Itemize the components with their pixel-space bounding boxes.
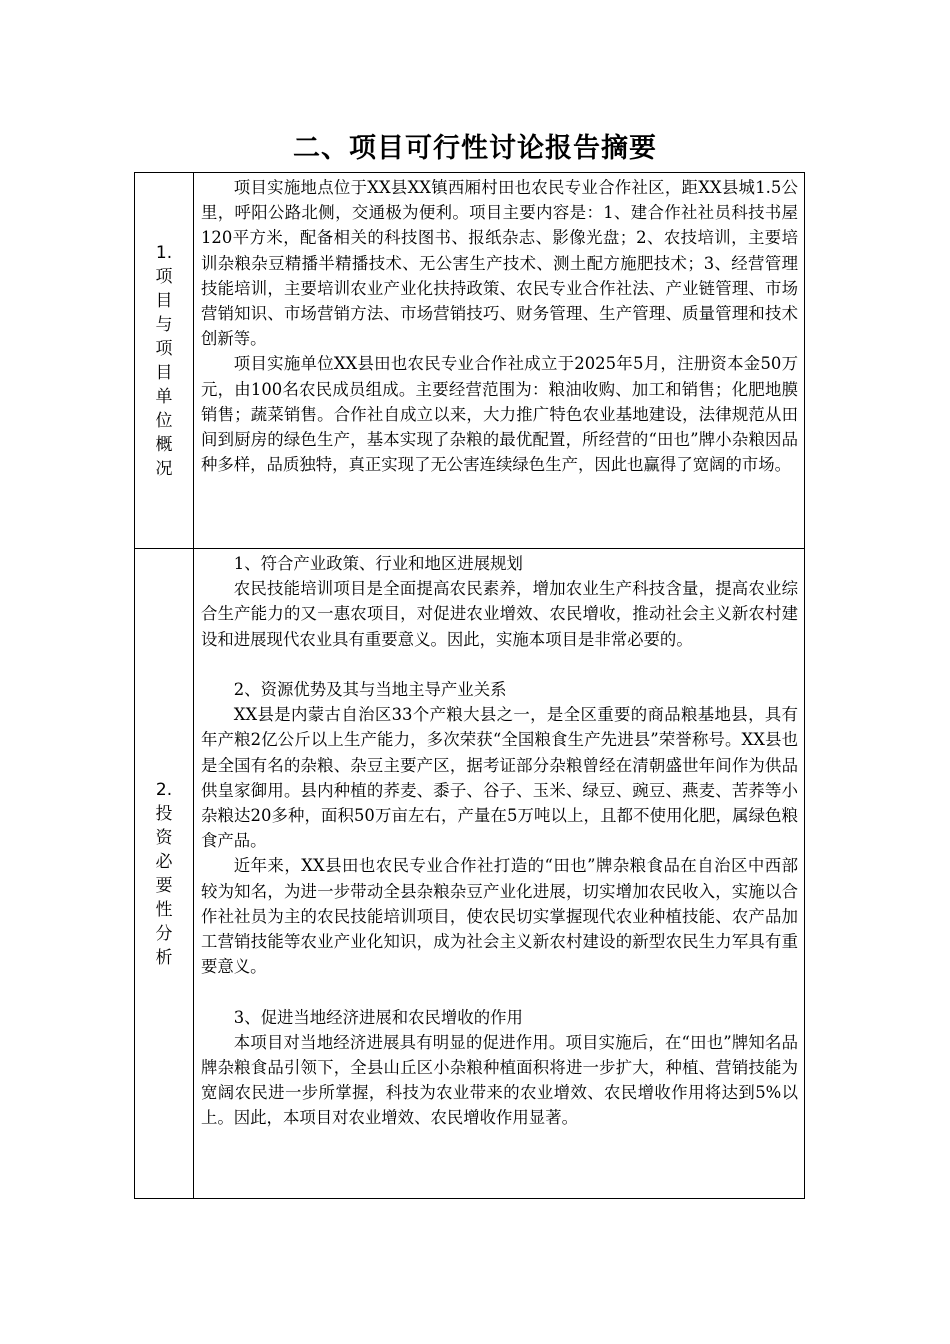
paragraph-project-unit: 项目实施单位XX县田也农民专业合作社成立于2025年5月，注册资本金50万元，由100名农民成员组成。主要经营范围为：粮油收购、加工和销售；化肥地膜销售；蔬菜销售。合作社自成立以来，大力推广特色农业基地建设，法律规范从田间到厨房的绿色生产，基本实现了杂粮的最优配置，所经营的“田也”牌小杂粮因品种多样，品质独特，真正实现了无公害连续绿色生产，因此也赢得了宽阔的市场。 (201, 354, 798, 475)
section-number: 2. (155, 779, 173, 800)
subheading-economic-effect: 3、促进当地经济进展和农民增收的作用 (233, 1007, 523, 1027)
page-title: 二、项目可行性讨论报告摘要 (293, 133, 657, 164)
paragraph-spacer (201, 979, 798, 1004)
paragraph-project-location: 项目实施地点位于XX县XX镇西厢村田也农民专业合作社区，距XX县城1.5公里，呼阳公路北侧，交通极为便利。项目主要内容是：1、建合作社社员科技书屋120平方米，配备相关的科技图书、报纸杂志、影像光盘；2、农技培训，主要培训杂粮杂豆精播半精播技术、无公害生产技术、测土配方施肥技术；3、经营管理技能培训，主要培训农业产业化扶持政策、农民专业合作社法、产业链管理、市场营销知识、市场营销方法、市场营销技巧、财务管理、生产管理、质量管理和技术创新等。 (201, 178, 798, 349)
section-content-project-overview (194, 173, 805, 549)
subheading-industry-policy: 1、符合产业政策、行业和地区进展规划 (233, 554, 523, 573)
table-row-investment-necessity (135, 549, 805, 1199)
section-label-text: 项目与项目单位概况 (155, 266, 173, 479)
paragraph-spacer (201, 652, 798, 677)
subheading-resource-advantage: 2、资源优势及其与当地主导产业关系 (233, 680, 507, 699)
paragraph-cooperative-brand: 近年来，XX县田也农民专业合作社打造的“田也”牌杂粮食品在自治区中西部较为知名，为进一步带动全县杂粮杂豆产业化进展，切实增加农民收入，实施以合作社社员为主的农民技能培训项目，使农民切实掌握现代农业种植技能、农产品加工营销技能等农业产业化知识，成为社会主义新农村建设的新型农民生力军具有重要意义。 (201, 856, 798, 977)
summary-table (134, 172, 805, 1199)
section-label-investment-necessity (135, 549, 194, 1199)
paragraph-resource-advantage: XX县是内蒙古自治区33个产粮大县之一，是全区重要的商品粮基地县，具有年产粮2亿公斤以上生产能力，多次荣获“全国粮食生产先进县”荣誉称号。XX县也是全国有名的杂粮、杂豆主要产区，据考证部分杂粮曾经在清朝盛世年间作为供品供皇家御用。县内种植的荞麦、黍子、谷子、玉米、绿豆、豌豆、燕麦、苦荞等小杂粮达20多种，面积50万亩左右，产量在5万吨以上，且都不使用化肥，属绿色粮食产品。 (201, 705, 798, 851)
table-row-project-overview (135, 173, 805, 549)
section-label-project-overview (135, 173, 194, 549)
paragraph-industry-policy: 农民技能培训项目是全面提高农民素养，增加农业生产科技含量，提高农业综合生产能力的又一惠农项目，对促进农业增效、农民增收，推动社会主义新农村建设和进展现代农业具有重要意义。因此，实施本项目是非常必要的。 (201, 579, 798, 649)
section-number: 1. (155, 242, 173, 263)
paragraph-economic-effect: 本项目对当地经济进展具有明显的促进作用。项目实施后，在“田也”牌知名品牌杂粮食品引领下，全县山丘区小杂粮种植面积将进一步扩大，种植、营销技能为宽阔农民进一步所掌握，科技为农业带来的农业增效、农民增收作用将达到5%以上。因此，本项目对农业增效、农民增收作用显著。 (201, 1032, 798, 1128)
section-content-investment-necessity (194, 549, 805, 1199)
section-label-text: 投资必要性分析 (155, 803, 173, 968)
